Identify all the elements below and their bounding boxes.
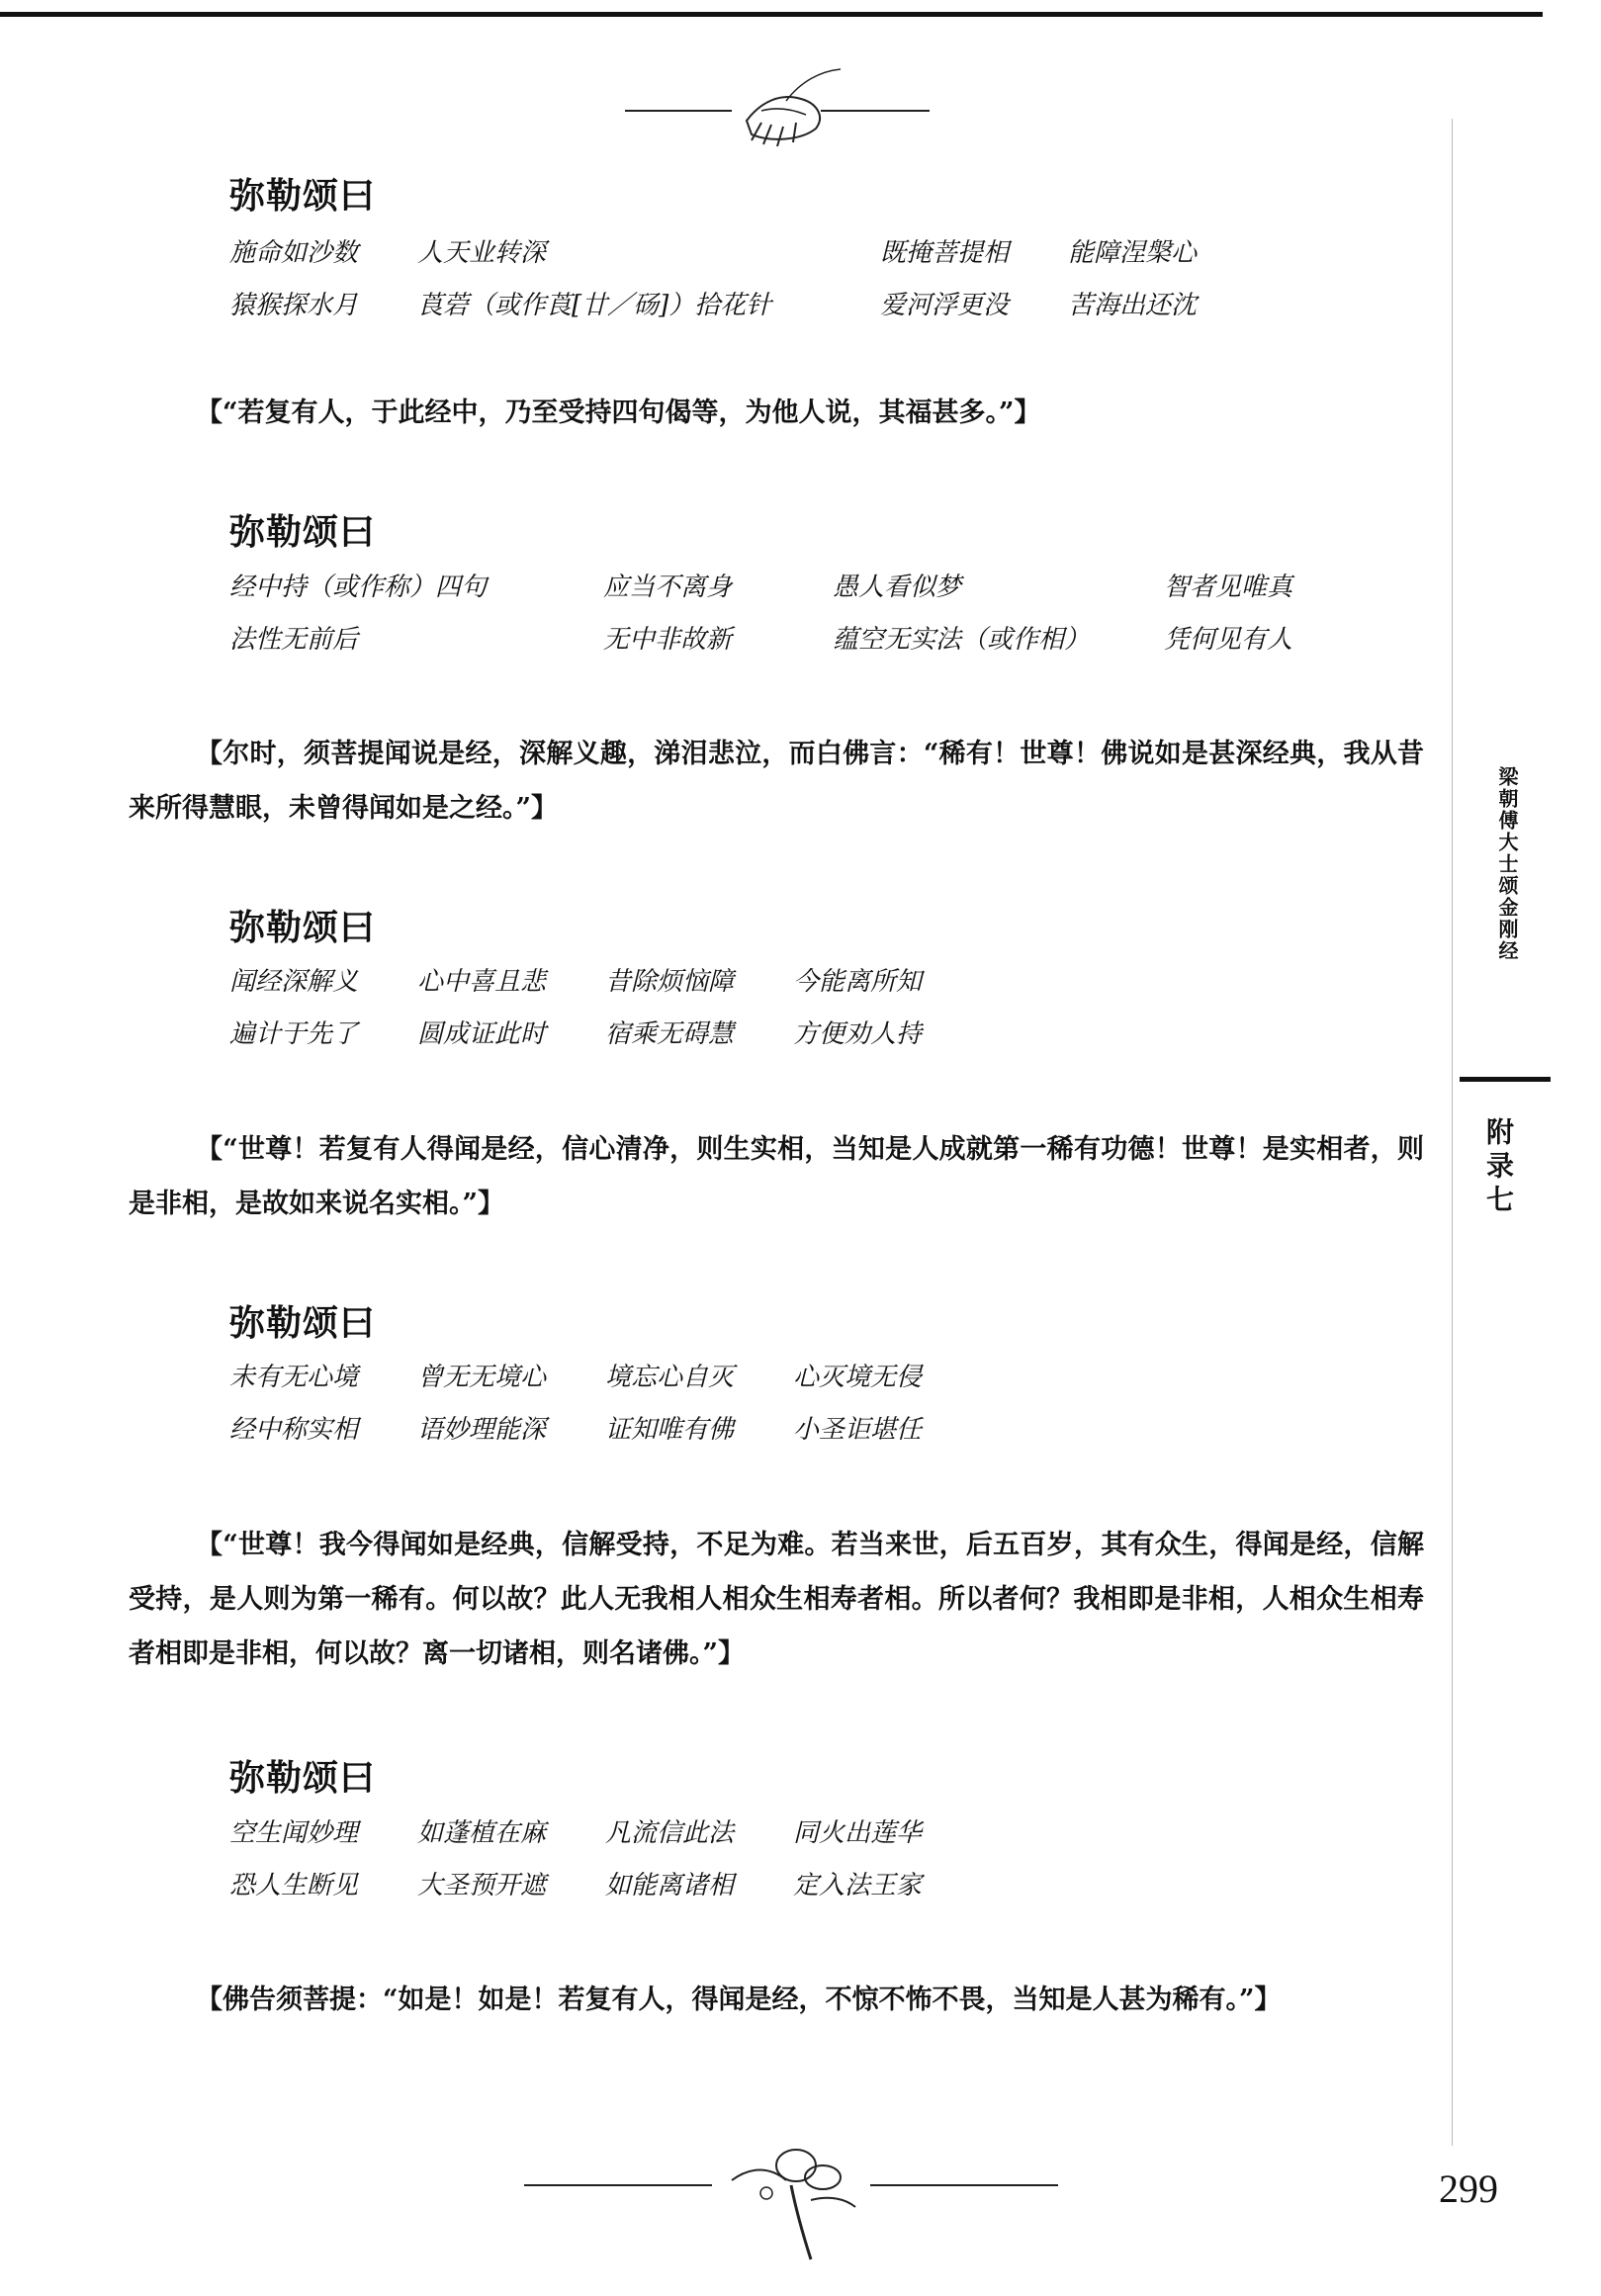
- appendix-label: 附录七: [1482, 1117, 1515, 1218]
- verse-phrase: 今能离所知: [793, 967, 923, 997]
- verse-phrase: 心中喜且悲: [417, 967, 547, 997]
- verse-phrase: 智者见唯真: [1164, 573, 1293, 602]
- verse-phrase: 苦海出还沈: [1068, 291, 1198, 320]
- verse-phrase: 能障涅槃心: [1068, 238, 1198, 268]
- verse-heading: 弥勒颂曰: [229, 908, 377, 948]
- verse-phrase: 凭何见有人: [1164, 625, 1293, 655]
- verse-phrase: 闻经深解义: [229, 967, 359, 997]
- verse-phrase: 未有无心境: [229, 1363, 359, 1392]
- verse-phrase: 昔除烦恼障: [605, 967, 735, 997]
- verse-phrase: 施命如沙数: [229, 238, 359, 268]
- verse-phrase: 圆成证此时: [417, 1019, 547, 1049]
- verse-phrase: 语妙理能深: [417, 1415, 547, 1445]
- sutra-paragraph: 【佛告须菩提：“如是！如是！若复有人，得闻是经，不惊不怖不畏，当知是人甚为稀有。”】: [196, 1985, 1282, 2015]
- margin-line: [1452, 119, 1453, 2146]
- verse-phrase: 法性无前后: [229, 625, 359, 655]
- verse-phrase: 定入法王家: [793, 1871, 923, 1900]
- verse-phrase: 既掩菩提相: [880, 238, 1010, 268]
- verse-phrase: 经中称实相: [229, 1415, 359, 1445]
- verse-phrase: 愚人看似梦: [833, 573, 962, 602]
- verse-phrase: 曾无无境心: [417, 1363, 547, 1392]
- verse-phrase: 如能离诸相: [605, 1871, 735, 1900]
- flower-branch-ornament-icon: [514, 2126, 1068, 2264]
- verse-phrase: 心灭境无侵: [793, 1363, 923, 1392]
- verse-phrase: 应当不离身: [603, 573, 733, 602]
- verse-phrase: 无中非故新: [603, 625, 733, 655]
- verse-phrase: 莨菪（或作莨[廿／砀]）拾花针: [417, 291, 772, 320]
- page-number: 299: [1439, 2166, 1498, 2211]
- sutra-paragraph: 【“若复有人，于此经中，乃至受持四句偈等，为他人说，其福甚多。”】: [196, 397, 1041, 428]
- verse-phrase: 如蓬植在麻: [417, 1818, 547, 1848]
- verse-phrase: 凡流信此法: [605, 1818, 735, 1848]
- verse-phrase: 同火出莲华: [793, 1818, 923, 1848]
- hand-ornament-icon: [613, 61, 939, 160]
- verse-phrase: 经中持（或作称）四句: [229, 573, 488, 602]
- verse-phrase: 小圣讵堪任: [793, 1415, 923, 1445]
- sidebar-rule: [1460, 1077, 1551, 1082]
- verse-heading: 弥勒颂曰: [229, 1758, 377, 1799]
- verse-phrase: 境忘心自灭: [605, 1363, 735, 1392]
- verse-phrase: 蕴空无实法（或作相）: [833, 625, 1091, 655]
- sutra-paragraph: 【“世尊！我今得闻如是经典，信解受持，不足为难。若当来世，后五百岁，其有众生，得闻是经，信解受持，是人则为第一稀有。何以故？此人无我相人相众生相寿者相。所以者何？我相即是非相，人相众生相寿者相即是非相，何以故？离一切诸相，则名诸佛。”】: [129, 1530, 1424, 1669]
- verse-phrase: 人天业转深: [417, 238, 547, 268]
- verse-phrase: 方便劝人持: [793, 1019, 923, 1049]
- verse-phrase: 遍计于先了: [229, 1019, 359, 1049]
- verse-phrase: 宿乘无碍慧: [605, 1019, 735, 1049]
- verse-heading: 弥勒颂曰: [229, 512, 377, 553]
- verse-heading: 弥勒颂曰: [229, 176, 377, 217]
- sutra-paragraph: 【尔时，须菩提闻说是经，深解义趣，涕泪悲泣，而白佛言：“稀有！世尊！佛说如是甚深经典，我从昔来所得慧眼，未曾得闻如是之经。”】: [129, 739, 1424, 824]
- verse-phrase: 爱河浮更没: [880, 291, 1010, 320]
- running-book-title: 梁朝傅大士颂金刚经: [1495, 766, 1519, 962]
- verse-heading: 弥勒颂曰: [229, 1303, 377, 1344]
- verse-phrase: 恐人生断见: [229, 1871, 359, 1900]
- verse-phrase: 猿猴探水月: [229, 291, 359, 320]
- verse-phrase: 大圣预开遮: [417, 1871, 547, 1900]
- top-rule: [0, 12, 1543, 17]
- sutra-paragraph: 【“世尊！若复有人得闻是经，信心清净，则生实相，当知是人成就第一稀有功德！世尊！是实相者，则是非相，是故如来说名实相。”】: [129, 1134, 1424, 1219]
- verse-phrase: 空生闻妙理: [229, 1818, 359, 1848]
- verse-phrase: 证知唯有佛: [605, 1415, 735, 1445]
